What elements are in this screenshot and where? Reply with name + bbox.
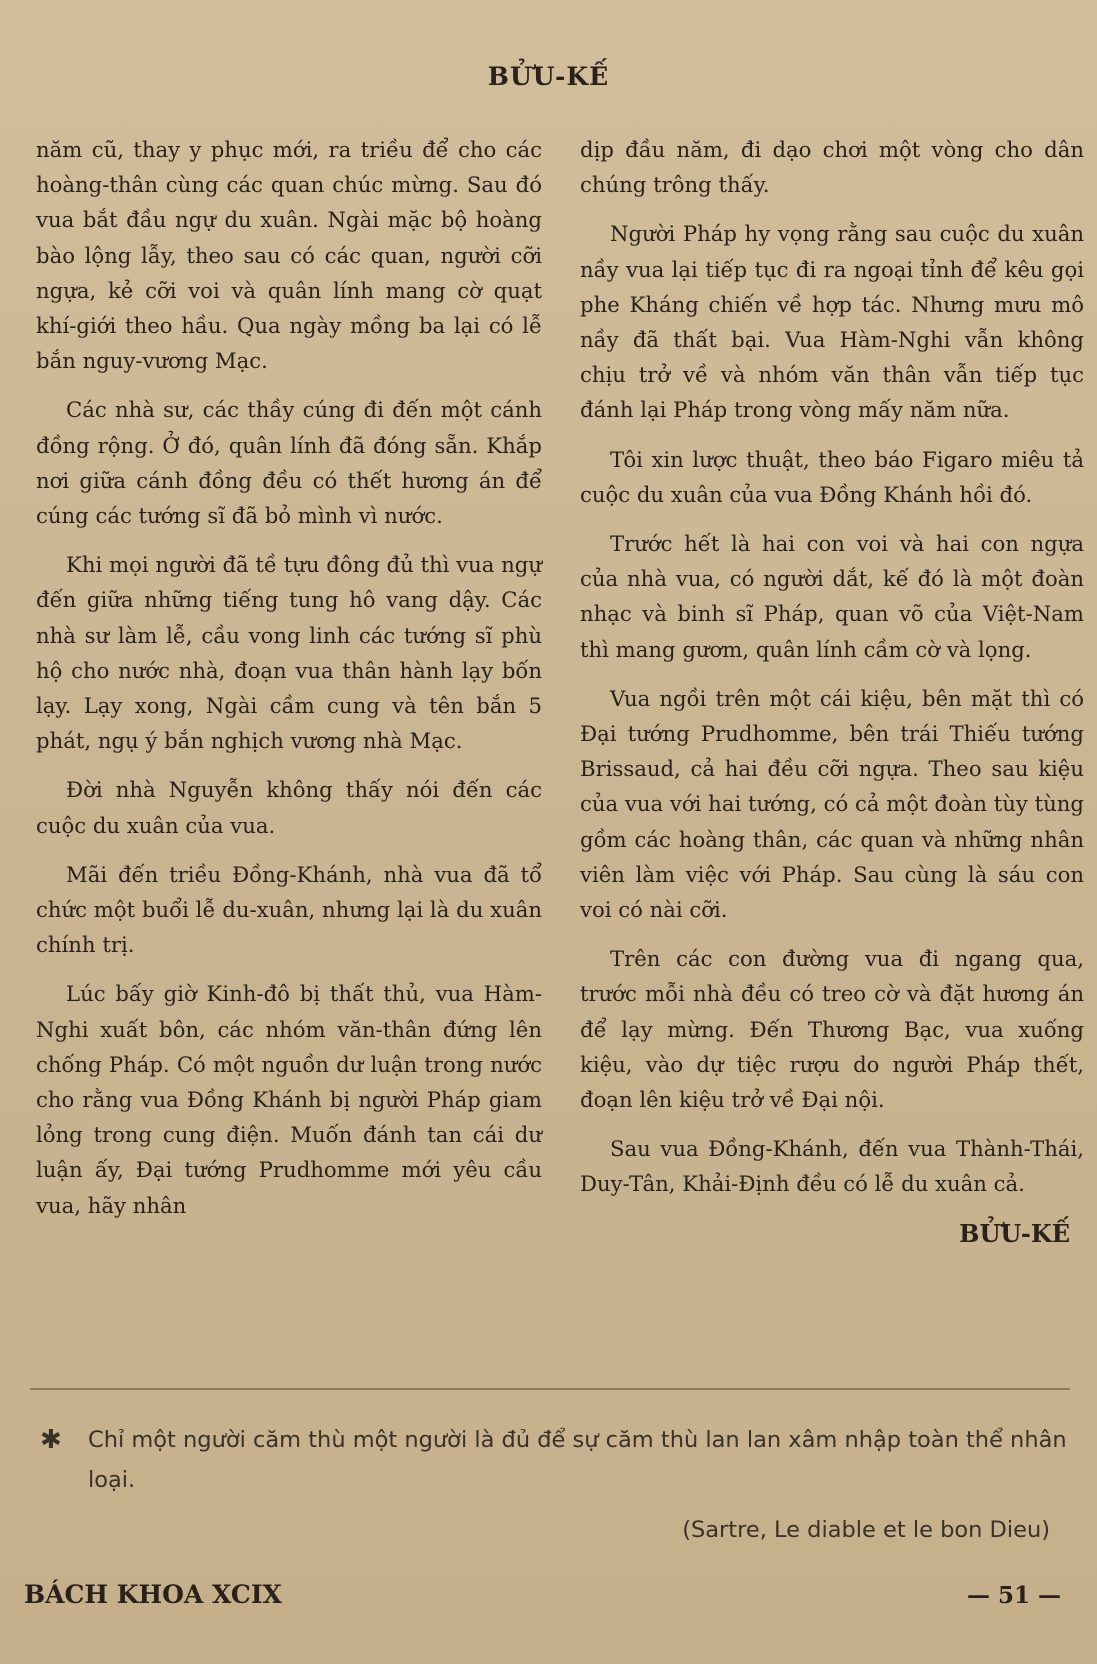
quote-source: (Sartre, Le diable et le bon Dieu) [682,1517,1050,1543]
quote-text: Chỉ một người căm thù một người là đủ để sự căm thù lan lan xâm nhập toàn thể nhân loại. [88,1427,1067,1493]
paragraph: Vua ngồi trên một cái kiệu, bên mặt thì có Đại tướng Prudhomme, bên trái Thiếu tướng Brissaud, cả hai đều cỡi ngựa. Theo sau kiệu của vua với hai tướng, có cả một đoàn tùy tùng gồm các hoàng thân, các quan và những nhân viên làm việc với Pháp. Sau cùng là sáu con voi có nài cỡi. [580,685,1084,923]
star-icon: ✱ [40,1425,62,1455]
paragraph: Trên các con đường vua đi ngang qua, trước mỗi nhà đều có treo cờ và đặt hương án để lạy mừng. Đến Thương Bạc, vua xuống kiệu, vào dự tiệc rượu do người Pháp thết, đoạn lên kiệu trở về Đại nội. [580,946,1084,1113]
paragraph: Tôi xin lược thuật, theo báo Figaro miêu tả cuộc du xuân của vua Đồng Khánh hồi đó. [580,446,1084,507]
paragraph: Các nhà sư, các thầy cúng đi đến một cánh đồng rộng. Ở đó, quân lính đã đóng sẵn. Khắp nơi giữa cánh đồng đều có thết hương án để cúng các tướng sĩ đã bỏ mình vì nước. [36,397,542,529]
paragraph: dịp đầu năm, đi dạo chơi một vòng cho dân chúng trông thấy. [580,137,1084,198]
paragraph: năm cũ, thay y phục mới, ra triều để cho các hoàng-thân cùng các quan chúc mừng. Sau đó vua bắt đầu ngự du xuân. Ngài mặc bộ hoàng bào lộng lẫy, theo sau có các quan, người cỡi ngựa, kẻ cỡi voi và quân lính mang cờ quạt khí-giới theo hầu. Qua ngày mồng ba lại có lễ bắn nguy-vương Mạc. [36,137,542,374]
paragraph: Người Pháp hy vọng rằng sau cuộc du xuân nầy vua lại tiếp tục đi ra ngoại tỉnh để kêu gọi phe Kháng chiến về hợp tác. Nhưng mưu mô nầy đã thất bại. Vua Hàm-Nghi vẫn không chịu trở về và nhóm văn thân vẫn tiếp tục đánh lại Pháp trong vòng mấy năm nữa. [580,221,1084,423]
paragraph: Lúc bấy giờ Kinh-đô bị thất thủ, vua Hàm-Nghi xuất bôn, các nhóm văn-thân đứng lên chống Pháp. Có một nguồn dư luận trong nước cho rằng vua Đồng Khánh bị người Pháp giam lỏng trong cung điện. Muốn đánh tan cái dư luận ấy, Đại tướng Prudhomme mới yêu cầu vua, hãy nhân [36,981,542,1218]
page-header: BỬU-KẾ [487,62,610,91]
paragraph: Sau vua Đồng-Khánh, đến vua Thành-Thái, Duy-Tân, Khải-Định đều có lễ du xuân cả. [580,1136,1084,1197]
left-column [36,132,542,1237]
publication-name: BÁCH KHOA XCIX [24,1580,282,1609]
paragraph: Khi mọi người đã tề tựu đông đủ thì vua ngự đến giữa những tiếng tung hô vang dậy. Các nhà sư làm lễ, cầu vong linh các tướng sĩ phù hộ cho nước nhà, đoạn vua thân hành lạy bốn lạy. Lạy xong, Ngài cầm cung và tên bắn 5 phát, ngụ ý bắn nghịch vương nhà Mạc. [36,552,542,754]
paragraph: Trước hết là hai con voi và hai con ngựa của nhà vua, có người dắt, kế đó là một đoàn nhạc và binh sĩ Pháp, quan võ của Việt-Nam thì mang gươm, quân lính cầm cờ và lọng. [580,531,1084,662]
page-number: — 51 — [966,1582,1061,1609]
divider [30,1388,1070,1390]
right-column [580,132,1084,1251]
author-signature: BỬU-KẾ [959,1218,1070,1248]
paragraph: Đời nhà Nguyễn không thấy nói đến các cuộc du xuân của vua. [36,777,542,838]
paragraph: Mãi đến triều Đồng-Khánh, nhà vua đã tổ chức một buổi lễ du-xuân, nhưng lại là du xuân chính trị. [36,861,542,958]
quote-block [40,1420,1080,1550]
